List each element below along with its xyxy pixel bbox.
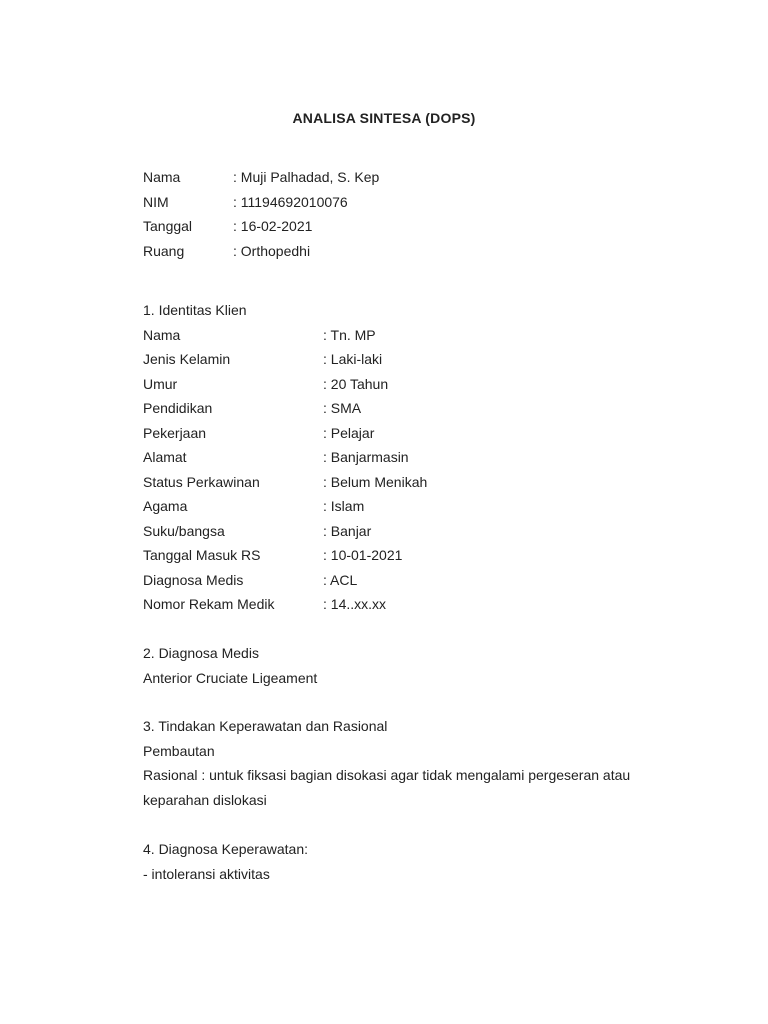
medical-diagnosis-section — [143, 641, 663, 690]
identity-row — [143, 323, 663, 348]
identity-row — [143, 568, 663, 593]
client-identity-section — [143, 298, 663, 617]
student-info-block — [143, 165, 663, 263]
identity-label: Suku/bangsa — [143, 522, 225, 539]
identity-label: Tanggal Masuk RS — [143, 547, 261, 563]
identity-label: Jenis Kelamin — [143, 351, 231, 367]
info-label: Nama — [143, 169, 181, 185]
identity-row — [143, 445, 663, 470]
action-text: Pembautan — [143, 742, 215, 759]
identity-label: Nama — [143, 326, 181, 343]
info-row-nama — [143, 165, 663, 190]
info-value: : Orthopedhi — [233, 242, 311, 259]
diagnosis-text: Anterior Cruciate Ligeament — [143, 669, 318, 686]
identity-value: : Laki-laki — [323, 351, 383, 367]
identity-value: : Tn. MP — [323, 326, 376, 343]
identity-row — [143, 372, 663, 397]
identity-label: Nomor Rekam Medik — [143, 596, 275, 612]
nursing-diagnosis-section — [143, 837, 663, 886]
rationale-text: Rasional : untuk fiksasi bagian disokasi agar tidak mengalami pergeseran atau keparahan dislokasi — [143, 767, 631, 808]
identity-label: Pekerjaan — [143, 424, 207, 441]
info-row-nim — [143, 190, 663, 215]
identity-value: : 14..xx.xx — [323, 596, 387, 612]
identity-value: : SMA — [323, 400, 362, 416]
identity-value: : 20 Tahun — [323, 375, 389, 392]
document-title: ANALISA SINTESA (DOPS) — [292, 110, 476, 126]
identity-label: Alamat — [143, 449, 187, 465]
section-heading-diagnosa-medis: 2. Diagnosa Medis — [143, 645, 259, 661]
nursing-diagnosis-item: - intoleransi aktivitas — [143, 865, 270, 882]
identity-row — [143, 421, 663, 446]
section-heading-diagnosa-keperawatan: 4. Diagnosa Keperawatan: — [143, 841, 308, 857]
identity-value: : Banjarmasin — [323, 449, 409, 465]
identity-label: Status Perkawinan — [143, 473, 260, 490]
info-label: NIM — [143, 193, 169, 210]
info-row-tanggal — [143, 214, 663, 239]
nursing-action-section — [143, 714, 663, 813]
info-row-ruang — [143, 239, 663, 264]
identity-value: : 10-01-2021 — [323, 547, 403, 563]
identity-row — [143, 592, 663, 617]
identity-row — [143, 494, 663, 519]
info-value: : Muji Palhadad, S. Kep — [233, 169, 380, 185]
identity-label: Pendidikan — [143, 400, 213, 416]
identity-row — [143, 470, 663, 495]
identity-row — [143, 396, 663, 421]
identity-value: : Pelajar — [323, 424, 375, 441]
identity-value: : ACL — [323, 571, 358, 588]
identity-label: Umur — [143, 375, 178, 392]
identity-value: : Islam — [323, 498, 365, 514]
info-label: Ruang — [143, 242, 185, 259]
identity-value: : Belum Menikah — [323, 473, 428, 490]
identity-value: : Banjar — [323, 522, 372, 539]
identity-label: Diagnosa Medis — [143, 571, 244, 588]
identity-row — [143, 347, 663, 372]
identity-row — [143, 519, 663, 544]
section-heading-tindakan: 3. Tindakan Keperawatan dan Rasional — [143, 718, 388, 734]
info-label: Tanggal — [143, 218, 193, 234]
section-heading-identitas: 1. Identitas Klien — [143, 302, 247, 318]
info-value: : 11194692010076 — [233, 193, 348, 210]
identity-row — [143, 543, 663, 568]
identity-label: Agama — [143, 498, 188, 514]
info-value: : 16-02-2021 — [233, 218, 313, 234]
